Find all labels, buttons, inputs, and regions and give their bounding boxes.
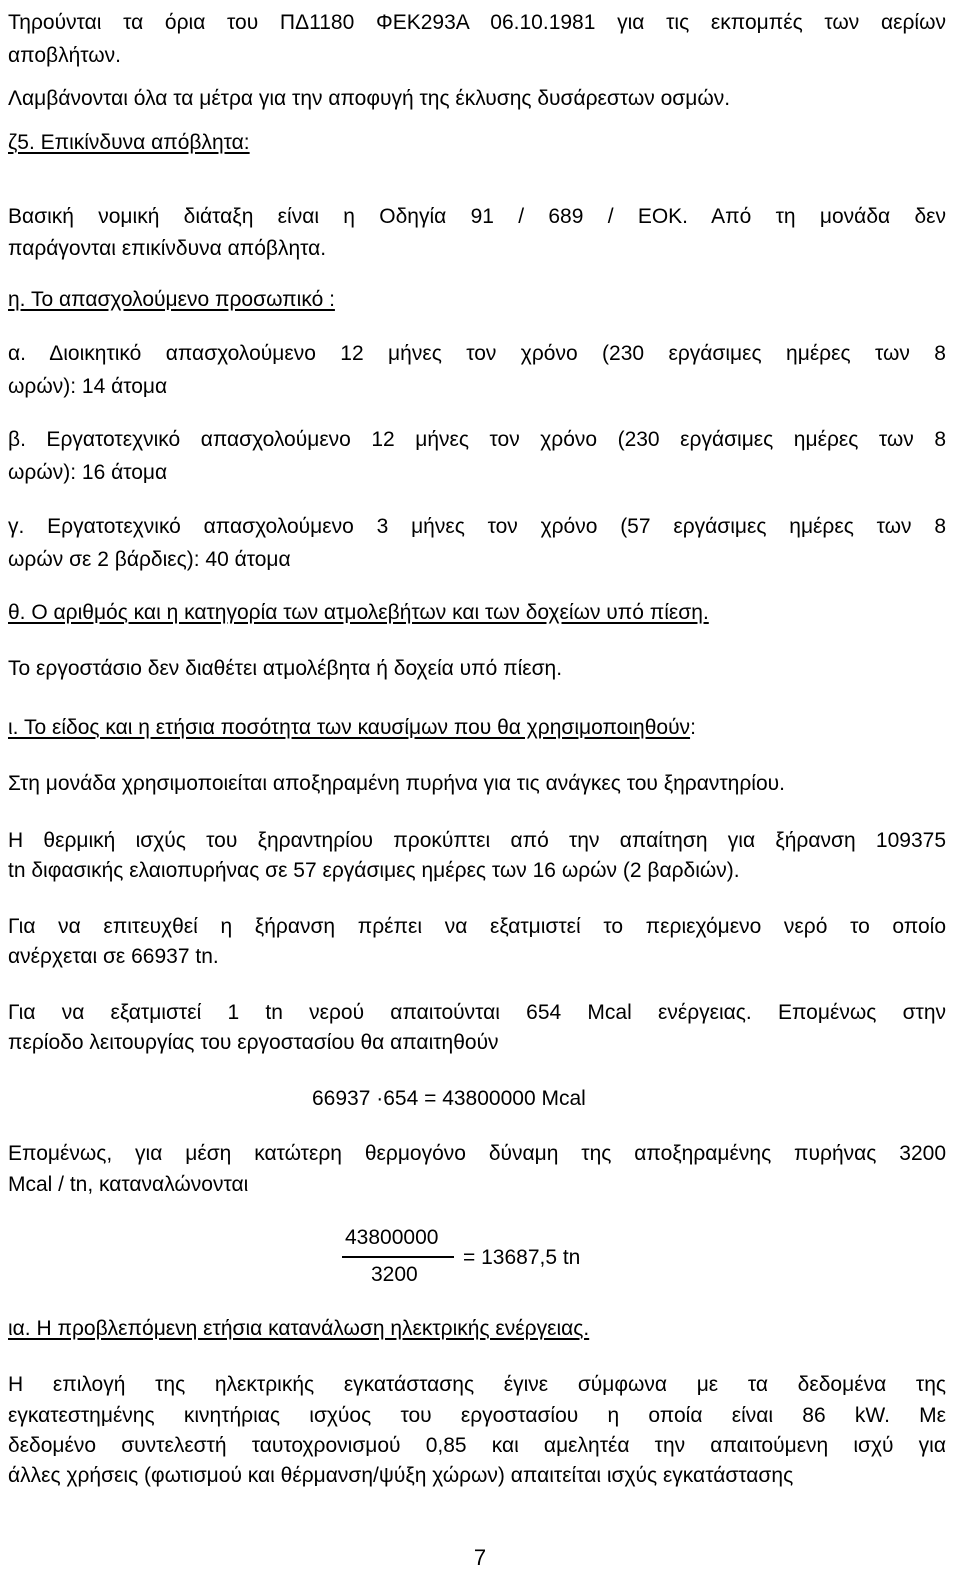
text-line: Mcal / tn, καταναλώνονται	[8, 1173, 249, 1196]
section-heading-colon: :	[690, 716, 696, 739]
text-line: ωρών): 16 άτομα	[8, 461, 168, 484]
section-heading-text: ια. Η προβλεπόμενη ετήσια κατανάλωση ηλεκτρικής ενέργειας.	[8, 1317, 590, 1340]
text-line: ωρών): 14 άτομα	[8, 375, 168, 398]
text-line: γ. Εργατοτεχνικό απασχολούμενο 3 μήνες τον χρόνο (57 εργάσιμες ημέρες των 8	[8, 515, 946, 538]
section-heading	[8, 283, 946, 316]
text-line: Για να επιτευχθεί η ξήρανση πρέπει να εξατμιστεί το περιεχόμενο νερό το οποίο	[8, 915, 946, 938]
section-heading	[8, 126, 946, 159]
text-line: β. Εργατοτεχνικό απασχολούμενο 12 μήνες τον χρόνο (230 εργάσιμες ημέρες των 8	[8, 428, 946, 451]
page-number: 7	[473, 1545, 487, 1570]
section-heading	[8, 711, 946, 744]
section-heading-text: η. Το απασχολούμενο προσωπικό :	[8, 288, 335, 311]
text-line: ωρών σε 2 βάρδιες): 40 άτομα	[8, 548, 291, 571]
text-line: εγκατεστημένης κινητήριας ισχύος του εργοστασίου η οποία είναι 86 kW. Με	[8, 1404, 946, 1427]
text-line: Βασική νομική διάταξη είναι η Οδηγία 91 / 689 / ΕΟΚ. Από τη μονάδα δεν	[8, 205, 946, 228]
text-line: α. Διοικητικό απασχολούμενο 12 μήνες τον χρόνο (230 εργάσιμες ημέρες των 8	[8, 342, 946, 365]
text-line: Η θερμική ισχύς του ξηραντηρίου προκύπτει από την απαίτηση για ξήρανση 109375	[8, 829, 946, 852]
fraction-denominator: 3200	[371, 1263, 418, 1286]
section-heading-text: ζ5. Επικίνδυνα απόβλητα:	[8, 131, 250, 154]
text-line: παράγονται επικίνδυνα απόβλητα.	[8, 237, 327, 260]
text-line: Για να εξατμιστεί 1 tn νερού απαιτούνται 654 Mcal ενέργειας. Επομένως στην	[8, 1001, 946, 1024]
text-line: δεδομένο συντελεστή ταυτοχρονισμού 0,85 και αμελητέα την απαιτούμενη ισχύ για	[8, 1434, 946, 1457]
text-line: ανέρχεται σε 66937 tn.	[8, 945, 219, 968]
fraction-numerator: 43800000	[345, 1226, 439, 1249]
equation: 66937 ·654 = 43800000 Mcal	[312, 1087, 586, 1110]
text-line: αποβλήτων.	[8, 44, 121, 67]
text-line: άλλες χρήσεις (φωτισμού και θέρμανση/ψύξη χώρων) απαιτείται ισχύς εγκατάστασης	[8, 1464, 794, 1487]
section-heading-text: θ. Ο αριθμός και η κατηγορία των ατμολεβήτων και των δοχείων υπό πίεση.	[8, 601, 709, 624]
section-heading-text: ι. Το είδος και η ετήσια ποσότητα των καυσίμων που θα χρησιμοποιηθούν	[8, 716, 691, 739]
text-line: Η επιλογή της ηλεκτρικής εγκατάστασης έγινε σύμφωνα με τα δεδομένα της	[8, 1373, 946, 1396]
text-line: Λαμβάνονται όλα τα μέτρα για την αποφυγή της έκλυσης δυσάρεστων οσμών.	[8, 87, 731, 110]
text-line: Το εργοστάσιο δεν διαθέτει ατμολέβητα ή δοχεία υπό πίεση.	[8, 657, 563, 680]
text-line: περίοδο λειτουργίας του εργοστασίου θα απαιτηθούν	[8, 1031, 499, 1054]
fraction-result: = 13687,5 tn	[463, 1246, 581, 1269]
section-heading	[8, 1312, 946, 1345]
text-line: tn διφασικής ελαιοπυρήνας σε 57 εργάσιμες ημέρες των 16 ωρών (2 βαρδιών).	[8, 859, 740, 882]
text-line: Στη μονάδα χρησιμοποιείται αποξηραμένη πυρήνα για τις ανάγκες του ξηραντηρίου.	[8, 772, 785, 795]
text-line: Τηρούνται τα όρια του ΠΔ1180 ΦΕΚ293Α 06.10.1981 για τις εκπομπές των αερίων	[8, 11, 946, 34]
text-line: Επομένως, για μέση κατώτερη θερμογόνο δύναμη της αποξηραμένης πυρήνας 3200	[8, 1142, 946, 1165]
section-heading	[8, 596, 946, 629]
